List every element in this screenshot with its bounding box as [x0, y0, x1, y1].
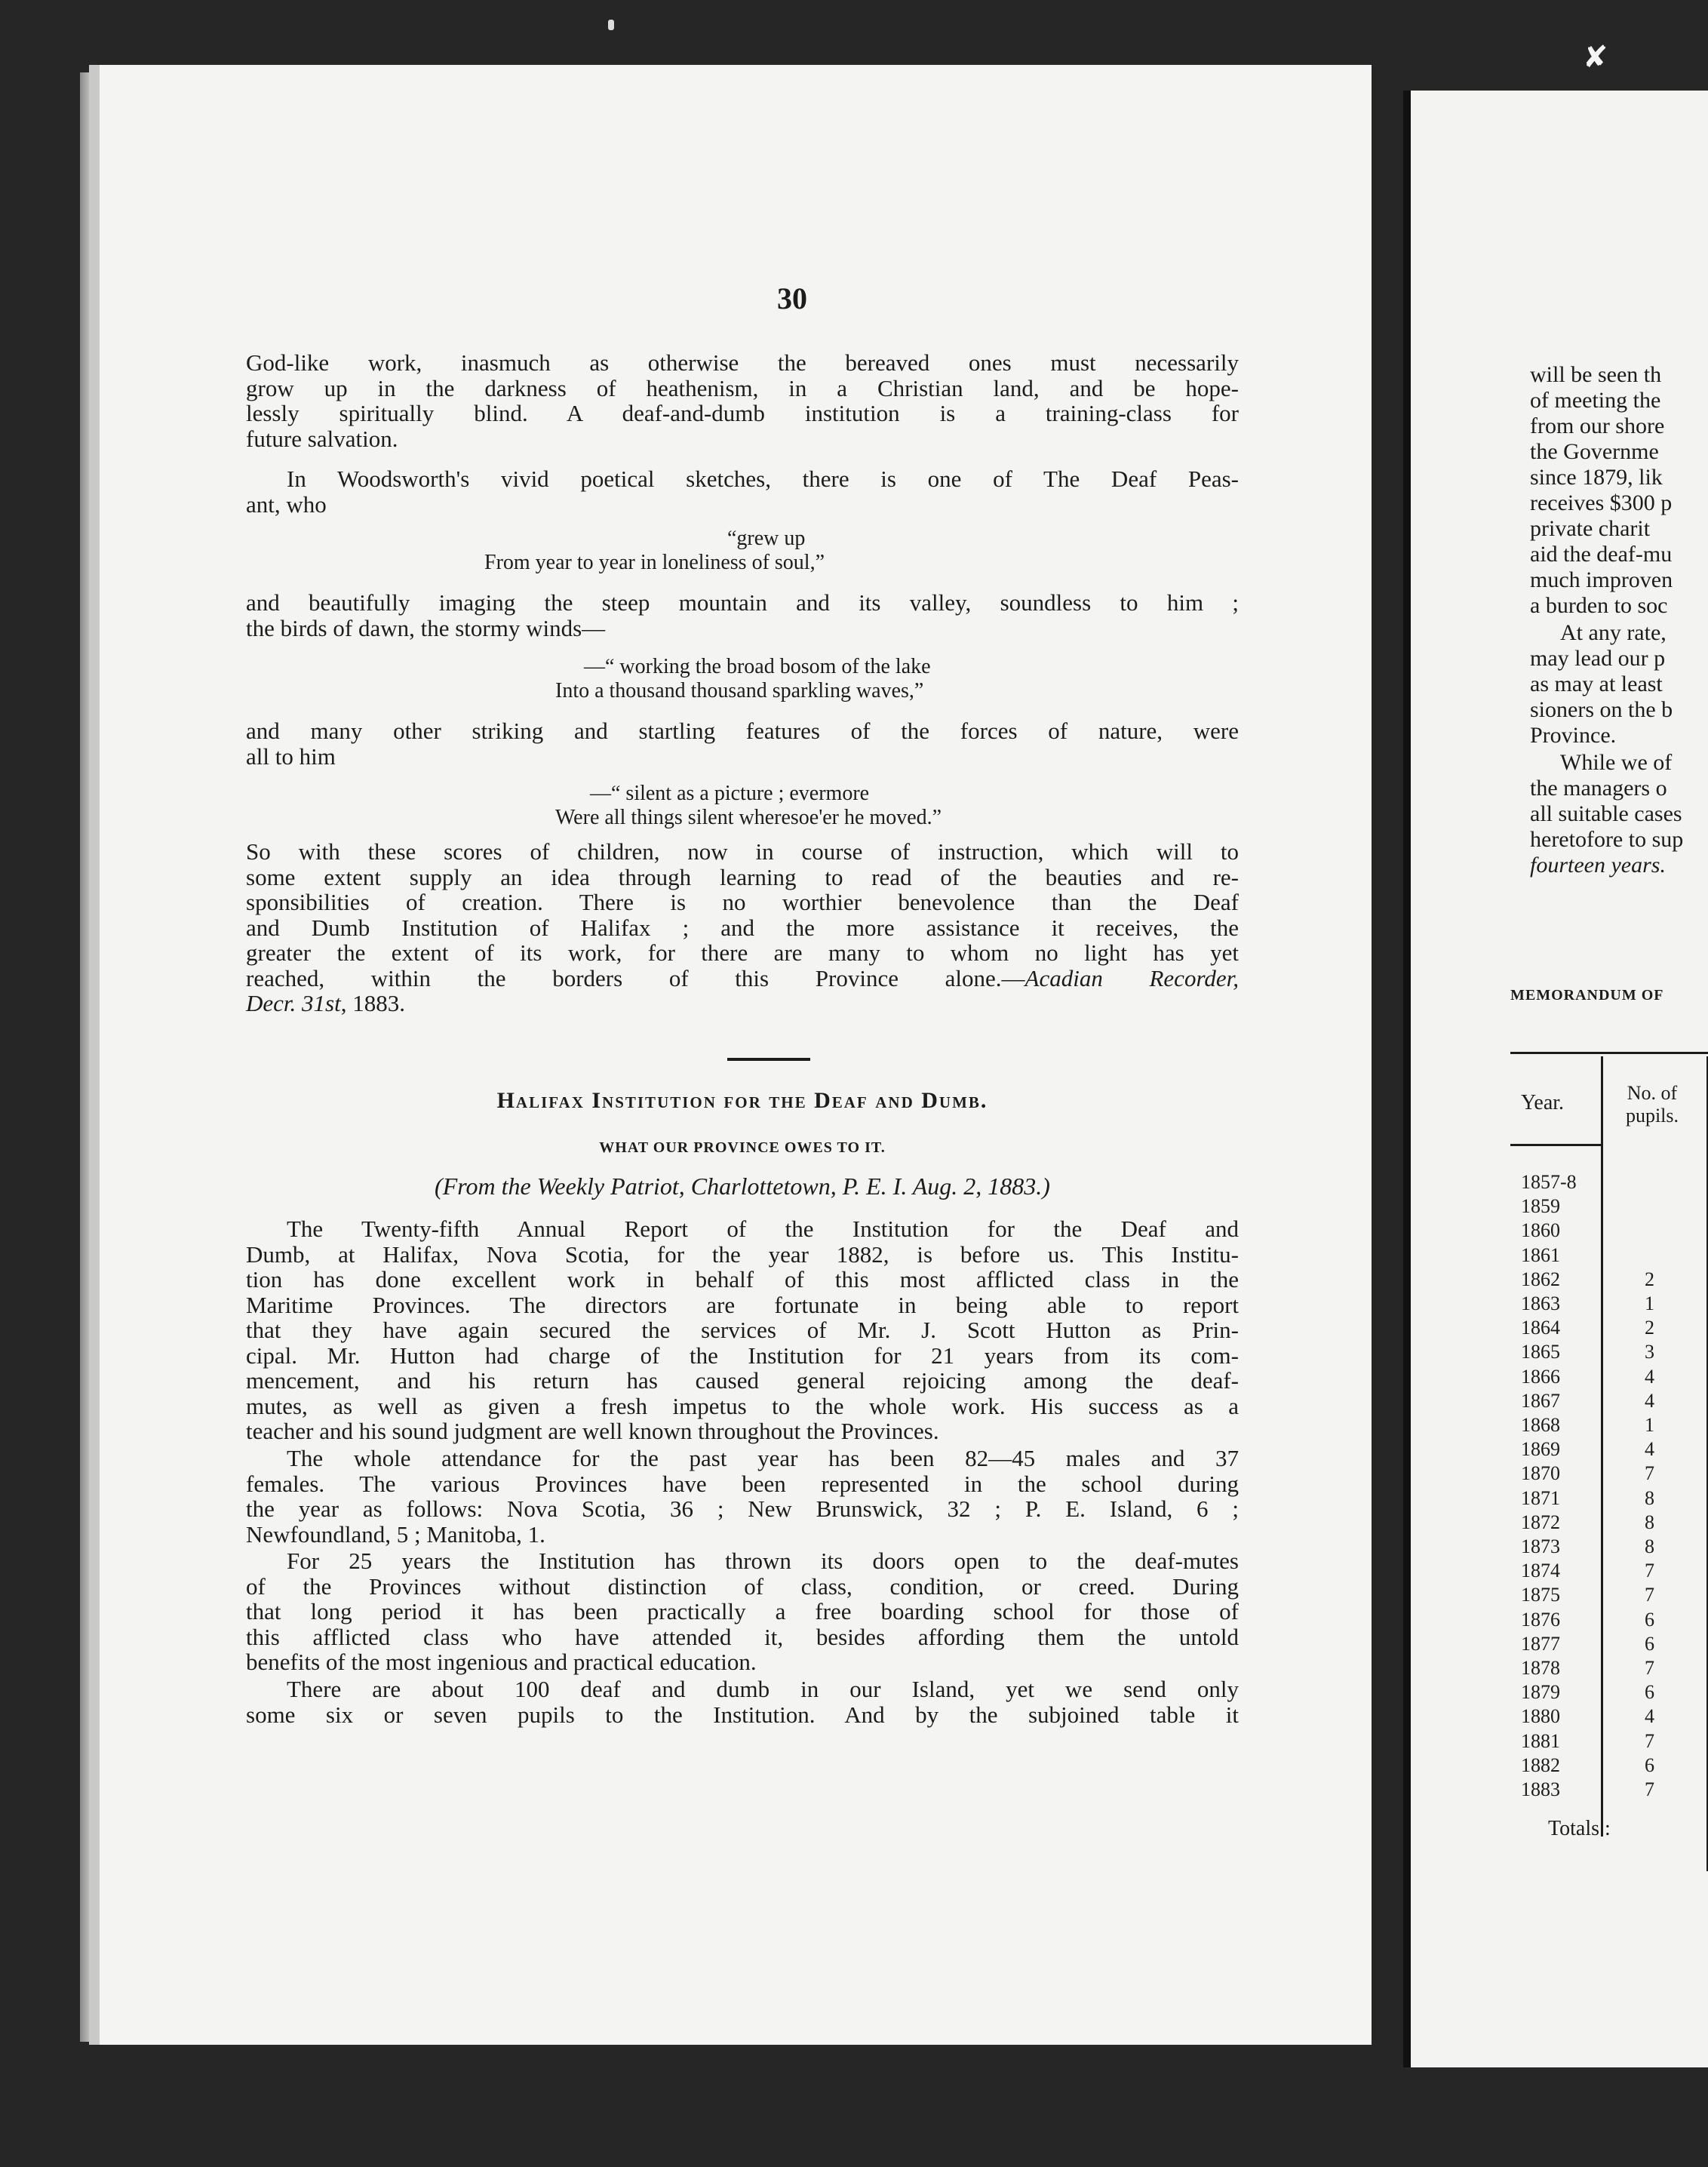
verse-line: —“ working the broad bosom of the lake [584, 655, 931, 678]
table-cell-year: 1860 [1521, 1219, 1560, 1241]
text-line: the year as follows: Nova Scotia, 36 ; New Brunswick, 32 ; P. E. Island, 6 ; [246, 1495, 1239, 1522]
source-date-line [246, 991, 1239, 1016]
table-cell-year: 1863 [1521, 1293, 1560, 1314]
right-text-line: private charit [1530, 516, 1651, 541]
article-paragraph-report [246, 1216, 1239, 1444]
right-text-line: fourteen years. [1530, 853, 1666, 878]
text-line: So with these scores of children, now in course of instruction, which will to [246, 838, 1239, 865]
text-line: lessly spiritually blind. A deaf-and-dumb institution is a training-class for [246, 400, 1239, 426]
right-text-line: sioners on the b [1530, 697, 1673, 722]
text-line: the birds of dawn, the stormy winds— [246, 614, 606, 641]
verse-line: Were all things silent wheresoe'er he moved.” [555, 806, 942, 829]
table-header-pupils-line: pupils. [1625, 1105, 1679, 1127]
table-cell-pupils: 6 [1645, 1609, 1654, 1631]
paragraph-woodsworth [246, 466, 1239, 517]
table-cell-pupils: 4 [1645, 1366, 1654, 1388]
right-text-line: of meeting the [1530, 388, 1661, 413]
text-line: For 25 years the Institution has thrown its doors open to the deaf-mutes [287, 1548, 1239, 1574]
paragraph-children [246, 839, 1239, 1016]
table-cell-pupils: 2 [1645, 1268, 1654, 1290]
verse-quote-2 [555, 655, 931, 703]
table-header-year: Year. [1521, 1091, 1565, 1114]
text-line: Dumb, at Halifax, Nova Scotia, for the year 1882, is before us. This Institu- [246, 1240, 1239, 1268]
table-cell-year: 1862 [1521, 1268, 1560, 1290]
table-cell-pupils: 8 [1645, 1535, 1654, 1557]
table-column-rule [1601, 1056, 1603, 1837]
table-top-rule [1510, 1052, 1708, 1054]
text-line: There are about 100 deaf and dumb in our Island, yet we send only [287, 1676, 1239, 1702]
table-cell-pupils: 6 [1645, 1633, 1654, 1655]
corner-mark-icon: ✘ [1583, 40, 1608, 74]
text-line: and Dumb Institution of Halifax ; and the more assistance it receives, the [246, 914, 1239, 941]
table-cell-pupils: 7 [1645, 1584, 1654, 1606]
right-text-line: At any rate, [1560, 620, 1667, 645]
text-line: tion has done excellent work in behalf of this most afflicted class in the [246, 1266, 1239, 1293]
text-line: this afflicted class who have attended it, besides affording them the untold [246, 1623, 1239, 1650]
table-cell-pupils: 7 [1645, 1560, 1654, 1581]
verse-line: “grew up [727, 527, 806, 550]
verse-quote-1 [484, 527, 825, 575]
text-line: that they have again secured the services of Mr. J. Scott Hutton as Prin- [246, 1317, 1239, 1343]
article-paragraph-history [246, 1548, 1239, 1675]
verse-line: From year to year in loneliness of soul,” [484, 551, 825, 574]
text-line: greater the extent of its work, for there are many to whom no light has yet [246, 939, 1239, 966]
table-cell-year: 1865 [1521, 1341, 1560, 1363]
table-cell-year: 1872 [1521, 1511, 1560, 1533]
text-line: mutes, as well as given a fresh impetus to the whole work. His success as a [246, 1392, 1239, 1419]
text-line: sponsibilities of creation. There is no worthier benevolence than the Deaf [246, 889, 1239, 915]
text-line: mencement, and his return has caused general rejoicing among the deaf- [246, 1367, 1239, 1394]
verse-line: —“ silent as a picture ; evermore [590, 782, 870, 805]
right-text-line: While we of [1560, 750, 1673, 775]
table-cell-year: 1882 [1521, 1754, 1560, 1776]
table-cell-pupils: 6 [1645, 1681, 1654, 1703]
right-text-line: the managers o [1530, 776, 1667, 801]
scan-speck [608, 20, 614, 30]
source-name: Acadian Recorder, [1024, 964, 1239, 991]
table-cell-year: 1883 [1521, 1778, 1560, 1800]
paragraph-intro [246, 350, 1239, 451]
table-cell-year: 1874 [1521, 1560, 1560, 1581]
article-source-line: (From the Weekly Patriot, Charlottetown, P. E. I. Aug. 2, 1883.) [435, 1173, 1050, 1200]
article-paragraph-attendance [246, 1446, 1239, 1547]
table-cell-year: 1857-8 [1521, 1171, 1577, 1193]
text-line: all to him [246, 742, 336, 770]
text-line: of the Provinces without distinction of class, condition, or creed. During [246, 1572, 1239, 1600]
table-header-pupils [1607, 1082, 1697, 1127]
table-cell-year: 1869 [1521, 1438, 1560, 1460]
text-line: future salvation. [246, 425, 398, 452]
text-line: The whole attendance for the past year has been 82—45 males and 37 [287, 1445, 1239, 1471]
text-line: some six or seven pupils to the Institution. And by the subjoined table it [246, 1701, 1239, 1728]
table-cell-year: 1859 [1521, 1195, 1560, 1217]
paragraph-imaging [246, 590, 1239, 641]
table-cell-year: 1881 [1521, 1730, 1560, 1752]
article-subheading: WHAT OUR PROVINCE OWES TO IT. [599, 1139, 886, 1156]
text-line: ant, who [246, 490, 327, 518]
right-text-line: aid the deaf-mu [1530, 542, 1673, 567]
table-cell-pupils: 1 [1645, 1293, 1654, 1314]
table-cell-year: 1861 [1521, 1244, 1560, 1266]
verse-line: Into a thousand thousand sparkling waves,” [555, 679, 924, 702]
text-line: teacher and his sound judgment are well known throughout the Provinces. [246, 1418, 939, 1444]
text-line: The Twenty-fifth Annual Report of the Institution for the Deaf and [287, 1216, 1239, 1242]
table-cell-year: 1866 [1521, 1366, 1560, 1388]
table-cell-year: 1867 [1521, 1390, 1560, 1412]
table-cell-year: 1875 [1521, 1584, 1560, 1606]
table-cell-year: 1864 [1521, 1317, 1560, 1339]
text-line: reached, within the borders of this Province alone.— [246, 964, 1025, 991]
table-cell-year: 1877 [1521, 1633, 1560, 1655]
text-line: some extent supply an idea through learning to read of the beauties and re- [246, 863, 1239, 890]
table-cell-pupils: 4 [1645, 1438, 1654, 1460]
right-text-line: since 1879, lik [1530, 465, 1663, 490]
text-line: benefits of the most ingenious and practical education. [246, 1649, 757, 1675]
table-cell-year: 1871 [1521, 1487, 1560, 1509]
article-heading: Halifax Institution for the Deaf and Dumb. [496, 1088, 988, 1113]
memorandum-heading: MEMORANDUM OF [1510, 987, 1664, 1004]
text-line: grow up in the darkness of heathenism, in a Christian land, and be hope- [246, 374, 1239, 401]
text-line: cipal. Mr. Hutton had charge of the Institution for 21 years from its com- [246, 1342, 1239, 1369]
table-cell-year: 1876 [1521, 1609, 1560, 1631]
text-line: females. The various Provinces have been represented in the school during [246, 1470, 1239, 1497]
table-cell-year: 1873 [1521, 1535, 1560, 1557]
table-cell-pupils: 8 [1645, 1511, 1654, 1533]
table-cell-year: 1870 [1521, 1462, 1560, 1484]
table-header-rule [1510, 1144, 1601, 1146]
paragraph-forces [246, 718, 1239, 769]
right-text-line: will be seen th [1530, 362, 1662, 387]
article-paragraph-island [246, 1677, 1239, 1727]
section-divider-rule [727, 1058, 810, 1061]
table-header-pupils-line: No. of [1627, 1082, 1678, 1104]
table-cell-year: 1878 [1521, 1657, 1560, 1679]
right-text-line: heretofore to sup [1530, 827, 1684, 852]
page-number: 30 [777, 281, 807, 315]
text-line: Newfoundland, 5 ; Manitoba, 1. [246, 1520, 545, 1548]
right-text-line: a burden to soc [1530, 593, 1668, 618]
table-cell-year: 1868 [1521, 1414, 1560, 1436]
table-totals-label: Totals : [1548, 1817, 1611, 1840]
table-cell-pupils: 7 [1645, 1778, 1654, 1800]
table-cell-pupils: 8 [1645, 1487, 1654, 1509]
right-text-line: much improven [1530, 567, 1673, 592]
table-cell-pupils: 7 [1645, 1462, 1654, 1484]
table-cell-pupils: 4 [1645, 1390, 1654, 1412]
table-cell-pupils: 1 [1645, 1414, 1654, 1436]
text-line-with-source [246, 966, 1239, 991]
right-text-line: the Governme [1530, 439, 1659, 464]
text-line: Maritime Provinces. The directors are fortunate in being able to report [246, 1291, 1239, 1318]
table-cell-year: 1880 [1521, 1705, 1560, 1727]
table-cell-pupils: 2 [1645, 1317, 1654, 1339]
text-line: and beautifully imaging the steep mountain and its valley, soundless to him ; [246, 589, 1239, 616]
source-year: , 1883. [340, 990, 405, 1016]
right-text-line: may lead our p [1530, 646, 1666, 671]
source-date: Decr. 31st [246, 990, 341, 1016]
right-text-line: receives $300 p [1530, 490, 1673, 515]
text-line: that long period it has been practically a free boarding school for those of [246, 1598, 1239, 1624]
table-cell-pupils: 3 [1645, 1341, 1654, 1363]
table-cell-pupils: 4 [1645, 1705, 1654, 1727]
right-text-line: as may at least [1530, 672, 1663, 696]
table-cell-pupils: 6 [1645, 1754, 1654, 1776]
table-cell-pupils: 7 [1645, 1657, 1654, 1679]
text-line: God-like work, inasmuch as otherwise the bereaved ones must necessarily [246, 349, 1239, 376]
verse-quote-3 [555, 782, 942, 830]
right-text-line: from our shore [1530, 413, 1665, 438]
table-cell-pupils: 7 [1645, 1730, 1654, 1752]
text-line: In Woodsworth's vivid poetical sketches, there is one of The Deaf Peas- [287, 466, 1239, 492]
right-text-line: Province. [1530, 723, 1617, 748]
table-cell-year: 1879 [1521, 1681, 1560, 1703]
text-line: and many other striking and startling features of the forces of nature, were [246, 718, 1239, 744]
right-text-line: all suitable cases [1530, 801, 1682, 826]
